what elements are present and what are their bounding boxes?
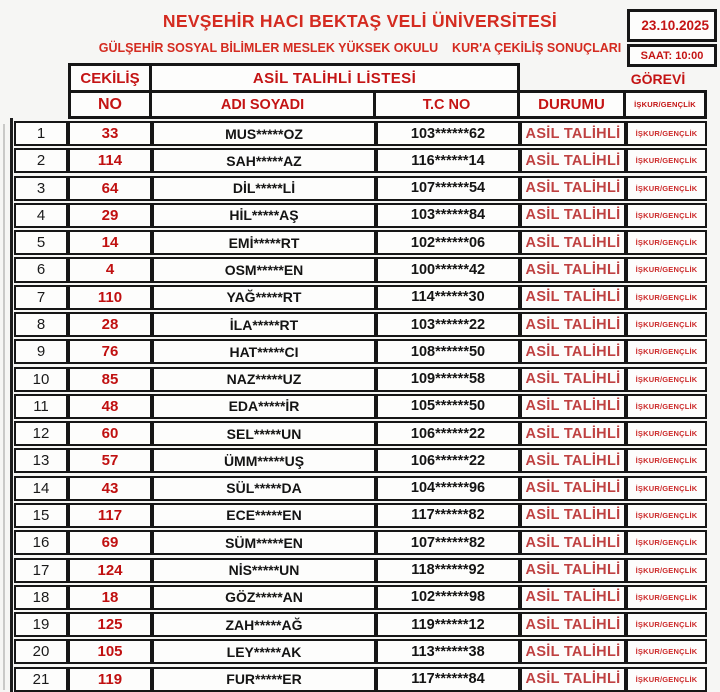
tc-number-cell: 102******06 <box>376 230 520 255</box>
time-value: SAAT: 10:00 <box>640 49 704 62</box>
draw-number-cell: 29 <box>68 203 152 228</box>
name-cell: SEL*****UN <box>152 421 376 446</box>
status-cell: ASİL TALİHLİ <box>520 503 626 528</box>
duty-cell: İŞKUR/GENÇLİK <box>626 585 707 610</box>
duty-cell: İŞKUR/GENÇLİK <box>626 421 707 446</box>
draw-number-cell: 124 <box>68 558 152 583</box>
draw-number-cell: 64 <box>68 176 152 201</box>
draw-number-cell: 117 <box>68 503 152 528</box>
row-index-cell: 12 <box>14 421 68 446</box>
tc-number-cell: 107******82 <box>376 530 520 555</box>
name-cell: YAĞ*****RT <box>152 285 376 310</box>
tc-number-cell: 117******84 <box>376 667 520 692</box>
status-cell: ASİL TALİHLİ <box>520 421 626 446</box>
draw-number-cell: 60 <box>68 421 152 446</box>
draw-number-cell: 4 <box>68 257 152 282</box>
tc-number-cell: 106******22 <box>376 448 520 473</box>
table-row <box>14 285 707 310</box>
name-cell: ZAH*****AĞ <box>152 612 376 637</box>
duty-cell: İŞKUR/GENÇLİK <box>626 530 707 555</box>
tc-number-cell: 117******82 <box>376 503 520 528</box>
status-cell: ASİL TALİHLİ <box>520 121 626 146</box>
tc-number-cell: 100******42 <box>376 257 520 282</box>
table-row <box>14 558 707 583</box>
name-cell: ECE*****EN <box>152 503 376 528</box>
header-gorevi: GÖREVİ <box>630 71 686 87</box>
table-row <box>14 612 707 637</box>
row-index-cell: 7 <box>14 285 68 310</box>
draw-number-cell: 57 <box>68 448 152 473</box>
table-row <box>14 257 707 282</box>
duty-cell: İŞKUR/GENÇLİK <box>626 257 707 282</box>
duty-cell: İŞKUR/GENÇLİK <box>626 203 707 228</box>
row-index-cell: 6 <box>14 257 68 282</box>
name-cell: İLA*****RT <box>152 312 376 337</box>
row-index-cell: 15 <box>14 503 68 528</box>
row-index-cell: 10 <box>14 367 68 392</box>
table-row <box>14 476 707 501</box>
status-cell: ASİL TALİHLİ <box>520 312 626 337</box>
duty-cell: İŞKUR/GENÇLİK <box>626 367 707 392</box>
name-cell: FUR*****ER <box>152 667 376 692</box>
tc-number-cell: 105******50 <box>376 394 520 419</box>
name-cell: EDA*****İR <box>152 394 376 419</box>
status-cell: ASİL TALİHLİ <box>520 339 626 364</box>
duty-cell: İŞKUR/GENÇLİK <box>626 339 707 364</box>
draw-number-cell: 69 <box>68 530 152 555</box>
draw-number-cell: 85 <box>68 367 152 392</box>
draw-number-cell: 114 <box>68 148 152 173</box>
duty-cell: İŞKUR/GENÇLİK <box>626 121 707 146</box>
name-cell: GÖZ*****AN <box>152 585 376 610</box>
draw-number-cell: 43 <box>68 476 152 501</box>
name-cell: LEY*****AK <box>152 639 376 664</box>
table-row <box>14 367 707 392</box>
row-index-cell: 13 <box>14 448 68 473</box>
page-title: NEVŞEHİR HACI BEKTAŞ VELİ ÜNİVERSİTESİ <box>162 11 558 31</box>
tc-number-cell: 114******30 <box>376 285 520 310</box>
header-asil-talihli-listesi: ASİL TALİHLİ LİSTESİ <box>149 63 520 93</box>
duty-cell: İŞKUR/GENÇLİK <box>626 558 707 583</box>
duty-cell: İŞKUR/GENÇLİK <box>626 503 707 528</box>
draw-number-cell: 33 <box>68 121 152 146</box>
name-cell: NİS*****UN <box>152 558 376 583</box>
column-header-tc-no: T.C NO <box>373 90 520 119</box>
row-index-cell: 19 <box>14 612 68 637</box>
column-header-iskur-genclik: İŞKUR/GENÇLİK <box>623 90 707 119</box>
tc-number-cell: 118******92 <box>376 558 520 583</box>
name-cell: HİL*****AŞ <box>152 203 376 228</box>
date-value: 23.10.2025 <box>641 18 709 33</box>
table-row <box>14 121 707 146</box>
status-cell: ASİL TALİHLİ <box>520 585 626 610</box>
row-index-cell: 14 <box>14 476 68 501</box>
table-row <box>14 339 707 364</box>
status-cell: ASİL TALİHLİ <box>520 612 626 637</box>
table-row <box>14 148 707 173</box>
tc-number-cell: 103******84 <box>376 203 520 228</box>
draw-number-cell: 125 <box>68 612 152 637</box>
tc-number-cell: 108******50 <box>376 339 520 364</box>
column-header-durumu: DURUMU <box>517 90 626 119</box>
duty-cell: İŞKUR/GENÇLİK <box>626 148 707 173</box>
table-row <box>14 312 707 337</box>
row-index-cell: 18 <box>14 585 68 610</box>
table-row <box>14 667 707 692</box>
draw-number-cell: 119 <box>68 667 152 692</box>
tc-number-cell: 103******62 <box>376 121 520 146</box>
status-cell: ASİL TALİHLİ <box>520 448 626 473</box>
name-cell: OSM*****EN <box>152 257 376 282</box>
duty-cell: İŞKUR/GENÇLİK <box>626 285 707 310</box>
tc-number-cell: 113******38 <box>376 639 520 664</box>
status-cell: ASİL TALİHLİ <box>520 285 626 310</box>
row-index-cell: 16 <box>14 530 68 555</box>
table-row <box>14 530 707 555</box>
duty-cell: İŞKUR/GENÇLİK <box>626 312 707 337</box>
tc-number-cell: 104******96 <box>376 476 520 501</box>
header-cekilis: CEKİLİŞ <box>68 63 152 93</box>
name-cell: SAH*****AZ <box>152 148 376 173</box>
tc-number-cell: 106******22 <box>376 421 520 446</box>
status-cell: ASİL TALİHLİ <box>520 476 626 501</box>
duty-cell: İŞKUR/GENÇLİK <box>626 230 707 255</box>
row-index-cell: 8 <box>14 312 68 337</box>
table-row <box>14 176 707 201</box>
name-cell: DİL*****Lİ <box>152 176 376 201</box>
name-cell: SÜM*****EN <box>152 530 376 555</box>
name-cell: MUS*****OZ <box>152 121 376 146</box>
status-cell: ASİL TALİHLİ <box>520 257 626 282</box>
table-left-border-line <box>10 118 13 692</box>
tc-number-cell: 103******22 <box>376 312 520 337</box>
duty-cell: İŞKUR/GENÇLİK <box>626 667 707 692</box>
row-index-cell: 3 <box>14 176 68 201</box>
duty-cell: İŞKUR/GENÇLİK <box>626 612 707 637</box>
row-index-cell: 9 <box>14 339 68 364</box>
table-row <box>14 203 707 228</box>
name-cell: EMİ*****RT <box>152 230 376 255</box>
status-cell: ASİL TALİHLİ <box>520 558 626 583</box>
tc-number-cell: 102******98 <box>376 585 520 610</box>
tc-number-cell: 119******12 <box>376 612 520 637</box>
duty-cell: İŞKUR/GENÇLİK <box>626 639 707 664</box>
date-box <box>627 9 717 42</box>
results-table <box>14 121 707 692</box>
status-cell: ASİL TALİHLİ <box>520 203 626 228</box>
draw-number-cell: 18 <box>68 585 152 610</box>
row-index-cell: 5 <box>14 230 68 255</box>
draw-number-cell: 76 <box>68 339 152 364</box>
table-row <box>14 585 707 610</box>
draw-number-cell: 105 <box>68 639 152 664</box>
draw-number-cell: 28 <box>68 312 152 337</box>
name-cell: ÜMM*****UŞ <box>152 448 376 473</box>
table-row <box>14 448 707 473</box>
status-cell: ASİL TALİHLİ <box>520 639 626 664</box>
name-cell: NAZ*****UZ <box>152 367 376 392</box>
status-cell: ASİL TALİHLİ <box>520 230 626 255</box>
duty-cell: İŞKUR/GENÇLİK <box>626 476 707 501</box>
time-box <box>627 44 717 67</box>
row-index-cell: 11 <box>14 394 68 419</box>
row-index-cell: 4 <box>14 203 68 228</box>
status-cell: ASİL TALİHLİ <box>520 148 626 173</box>
table-row <box>14 639 707 664</box>
row-index-cell: 17 <box>14 558 68 583</box>
name-cell: SÜL*****DA <box>152 476 376 501</box>
tc-number-cell: 116******14 <box>376 148 520 173</box>
duty-cell: İŞKUR/GENÇLİK <box>626 394 707 419</box>
page-subtitle: GÜLŞEHİR SOSYAL BİLİMLER MESLEK YÜKSEK OKULU KUR'A ÇEKİLİŞ SONUÇLARI <box>98 41 622 55</box>
status-cell: ASİL TALİHLİ <box>520 667 626 692</box>
row-index-cell: 21 <box>14 667 68 692</box>
row-index-cell: 2 <box>14 148 68 173</box>
row-index-cell: 1 <box>14 121 68 146</box>
column-header-no: NO <box>68 90 152 119</box>
table-row <box>14 394 707 419</box>
table-row <box>14 230 707 255</box>
status-cell: ASİL TALİHLİ <box>520 176 626 201</box>
tc-number-cell: 107******54 <box>376 176 520 201</box>
table-row <box>14 503 707 528</box>
tc-number-cell: 109******58 <box>376 367 520 392</box>
draw-number-cell: 48 <box>68 394 152 419</box>
status-cell: ASİL TALİHLİ <box>520 367 626 392</box>
duty-cell: İŞKUR/GENÇLİK <box>626 176 707 201</box>
scan-edge-line <box>3 124 5 690</box>
status-cell: ASİL TALİHLİ <box>520 394 626 419</box>
draw-number-cell: 14 <box>68 230 152 255</box>
name-cell: HAT*****CI <box>152 339 376 364</box>
row-index-cell: 20 <box>14 639 68 664</box>
draw-number-cell: 110 <box>68 285 152 310</box>
column-header-adi-soyadi: ADI SOYADI <box>149 90 376 119</box>
duty-cell: İŞKUR/GENÇLİK <box>626 448 707 473</box>
table-row <box>14 421 707 446</box>
status-cell: ASİL TALİHLİ <box>520 530 626 555</box>
